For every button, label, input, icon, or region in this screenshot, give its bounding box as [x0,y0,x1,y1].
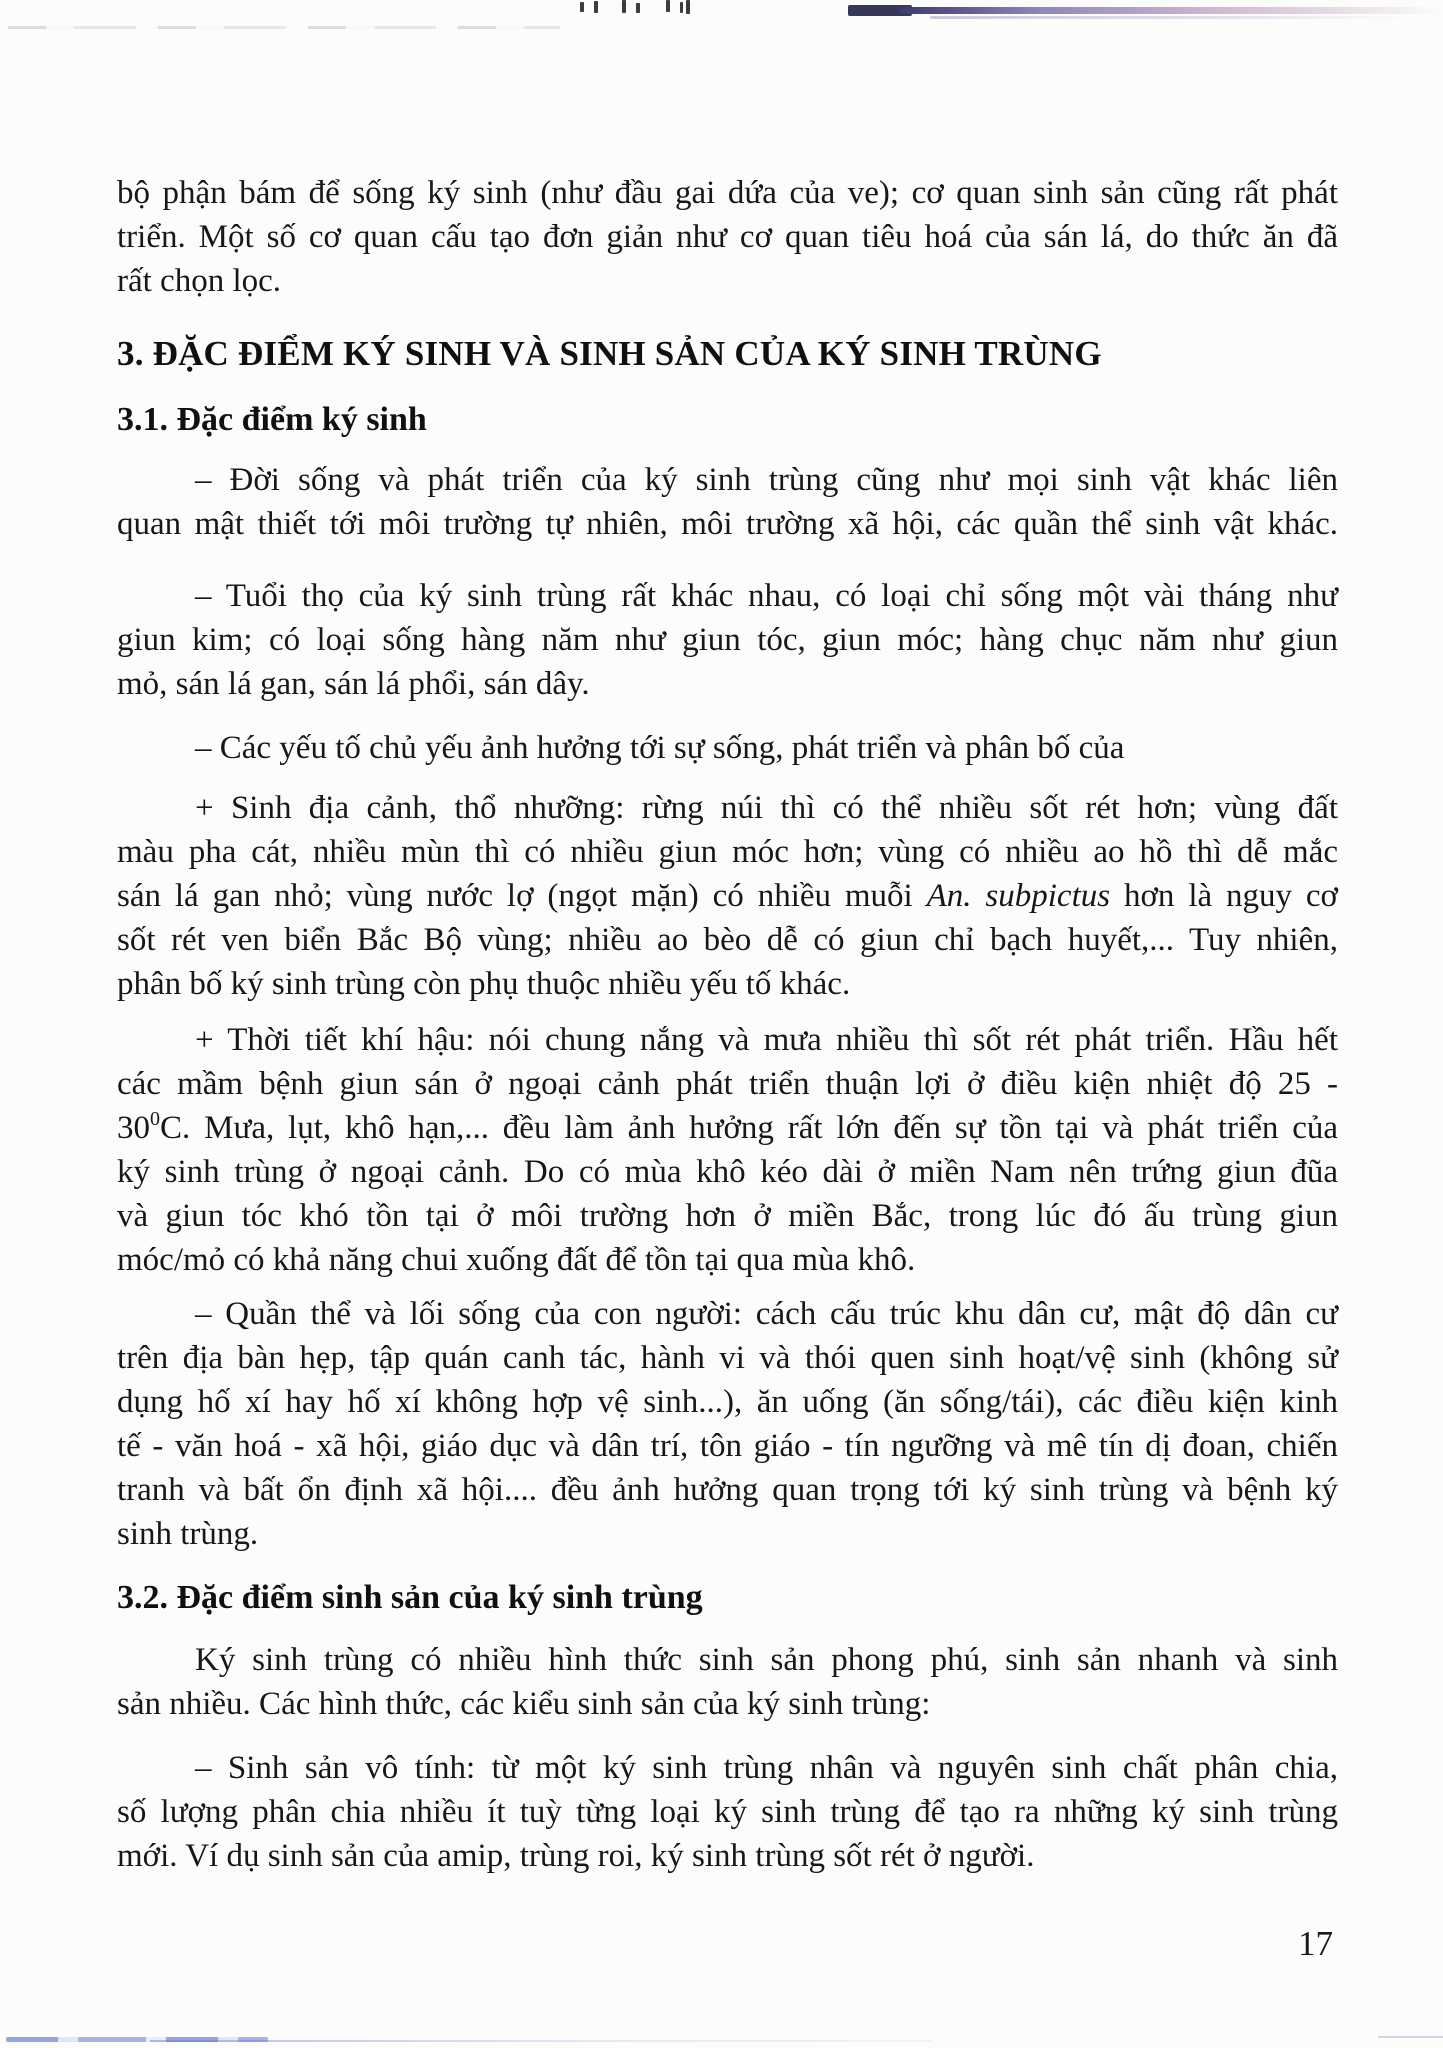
scan-streak-bottom-left [6,2037,268,2042]
section-heading: 3. ĐẶC ĐIỂM KÝ SINH VÀ SINH SẢN CỦA KÝ SINH TRÙNG [117,334,1102,373]
scan-streak-top-right-faint [930,16,1410,19]
text-line: + Thời tiết khí hậu: nói chung nắng và mưa nhiều thì sốt rét phát triển. Hầu hết [195,1022,1338,1058]
species-name-italic: An. subpictus [926,878,1111,914]
text-line: sản nhiều. Các hình thức, các kiểu sinh sản của ký sinh trùng: [117,1686,931,1722]
text-line: – Sinh sản vô tính: từ một ký sinh trùng nhân và nguyên sinh chất phân chia, [195,1750,1338,1786]
subsection-heading: 3.1. Đặc điểm ký sinh [117,401,427,438]
text-line: – Các yếu tố chủ yếu ảnh hưởng tới sự sống, phát triển và phân bố của [195,730,1125,766]
text-line: triển. Một số cơ quan cấu tạo đơn giản như cơ quan tiêu hoá của sán lá, do thức ăn đã [117,219,1338,255]
paragraph [117,786,1338,1006]
text-line: – Đời sống và phát triển của ký sinh trùng cũng như mọi sinh vật khác liên [195,462,1338,498]
text-line: mỏ, sán lá gan, sán lá phổi, sán dây. [117,666,590,702]
text-run: sán lá gan nhỏ; vùng nước lợ (ngọt mặn) có nhiều muỗi [117,878,927,914]
text-line: dụng hố xí hay hố xí không hợp vệ sinh...), ăn uống (ăn sống/tái), các điều kiện kinh [117,1384,1338,1420]
scan-streak-top-right [900,7,1443,14]
subsection-heading: 3.2. Đặc điểm sinh sản của ký sinh trùng [117,1579,703,1616]
scan-streak-head [848,5,912,16]
text-column [117,171,1338,1878]
text-line: rất chọn lọc. [117,263,282,299]
text-line: và giun tóc khó tồn tại ở môi trường hơn ở miền Bắc, trong lúc đó ấu trùng giun [117,1198,1338,1234]
text-line [117,874,1338,918]
text-run: 30 [117,1110,150,1146]
paragraph [117,1638,1338,1726]
text-line: ký sinh trùng ở ngoại cảnh. Do có mùa khô kéo dài ở miền Nam nên trứng giun đũa [117,1154,1338,1190]
text-line: tranh và bất ổn định xã hội.... đều ảnh hưởng quan trọng tới ký sinh trùng và bệnh ký [117,1472,1338,1508]
text-line [117,1106,1338,1150]
text-line: móc/mỏ có khả năng chui xuống đất để tồn tại qua mùa khô. [117,1242,916,1278]
text-line: trên địa bàn hẹp, tập quán canh tác, hành vi và thói quen sinh hoạt/vệ sinh (không sử [117,1340,1338,1376]
scan-streak-bottom-right [1378,2036,1443,2038]
text-line: tế - văn hoá - xã hội, giáo dục và dân trí, tôn giáo - tín ngưỡng và mê tín dị đoan, chiến [117,1428,1338,1464]
text-line: các mầm bệnh giun sán ở ngoại cảnh phát triển thuận lợi ở điều kiện nhiệt độ 25 - [117,1066,1338,1102]
text-line: Ký sinh trùng có nhiều hình thức sinh sản phong phú, sinh sản nhanh và sinh [195,1642,1338,1678]
superscript-zero: 0 [150,1108,160,1130]
paragraph [117,1018,1338,1282]
text-line: quan mật thiết tới môi trường tự nhiên, môi trường xã hội, các quần thể sinh vật khác. [117,506,1338,542]
paragraph [117,574,1338,706]
page-number: 17 [1298,1924,1333,1963]
paragraph [117,726,1338,770]
text-line: – Quần thể và lối sống của con người: cách cấu trúc khu dân cư, mật độ dân cư [195,1296,1338,1332]
text-line: sinh trùng. [117,1516,259,1552]
paragraph [117,458,1338,546]
text-run: hơn là nguy cơ [1110,878,1339,914]
text-line: bộ phận bám để sống ký sinh (như đầu gai dứa của ve); cơ quan sinh sản cũng rất phát [117,175,1338,211]
text-line: giun kim; có loại sống hàng năm như giun tóc, giun móc; hàng chục năm như giun [117,622,1338,658]
paragraph [117,1292,1338,1556]
text-line: số lượng phân chia nhiều ít tuỳ từng loại ký sinh trùng để tạo ra những ký sinh trùng [117,1794,1338,1830]
text-line: – Tuổi thọ của ký sinh trùng rất khác nhau, có loại chỉ sống một vài tháng như [195,578,1338,614]
paragraph [117,1746,1338,1878]
text-line: màu pha cát, nhiều mùn thì có nhiều giun móc hơn; vùng có nhiều ao hồ thì dễ mắc [117,834,1338,870]
text-line: + Sinh địa cảnh, thổ nhưỡng: rừng núi thì có thể nhiều sốt rét hơn; vùng đất [195,790,1338,826]
scan-smudge-top-left [8,26,560,29]
text-line: phân bố ký sinh trùng còn phụ thuộc nhiều yếu tố khác. [117,966,851,1002]
text-line: mới. Ví dụ sinh sản của amip, trùng roi, ký sinh trùng sốt rét ở người. [117,1838,1035,1874]
scan-streak-bottom-middle [150,2040,932,2042]
paragraph [117,171,1338,303]
text-run: C. Mưa, lụt, khô hạn,... đều làm ảnh hưởng rất lớn đến sự tồn tại và phát triển của [160,1110,1338,1146]
text-line: sốt rét ven biển Bắc Bộ vùng; nhiều ao bèo dễ có giun chỉ bạch huyết,... Tuy nhiên, [117,922,1338,958]
